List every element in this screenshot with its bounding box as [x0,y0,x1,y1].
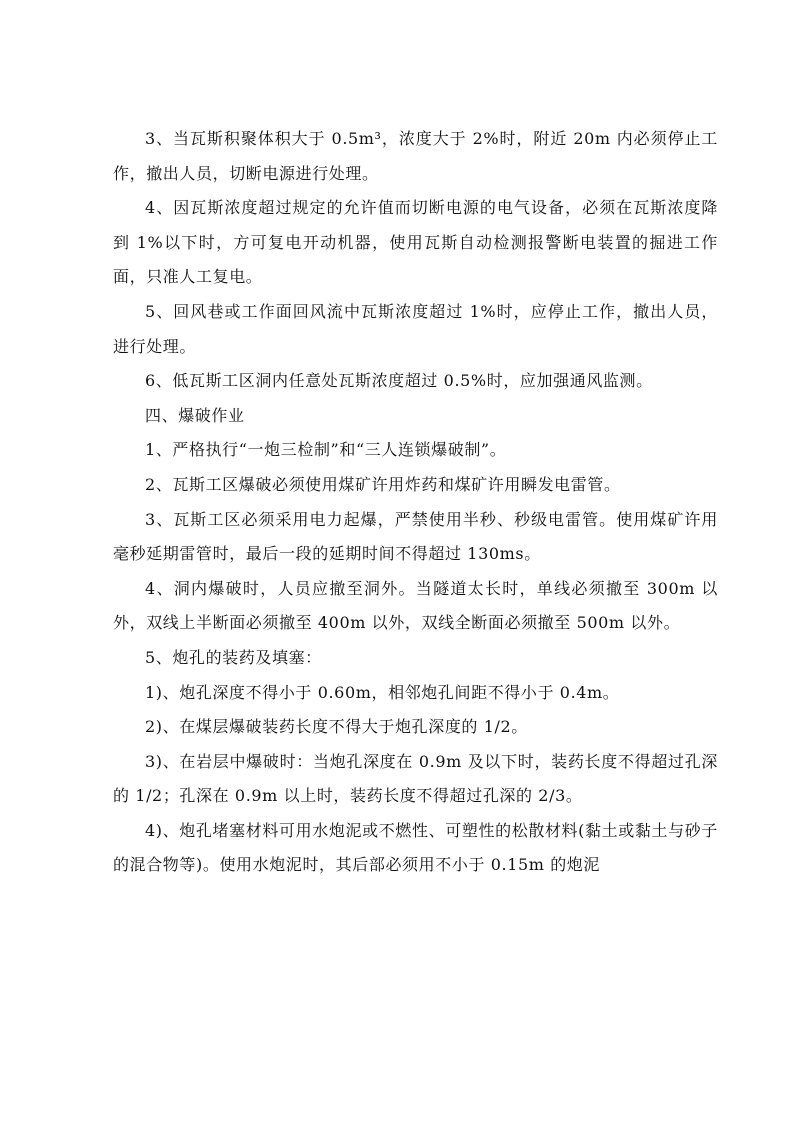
paragraph-coal-seam-charge-length: 2)、在煤层爆破装药长度不得大于炮孔深度的 1/2。 [145,717,528,737]
section-heading-blasting: 四、爆破作业 [145,405,245,425]
paragraph-evacuation-distance: 4、洞内爆破时，人员应撤至洞外。当隧道太长时，单线必须撤至 300m 以外，双线上半断面必须撤至 400m 以外，双线全断面必须撤至 500m 以外。 [113,578,718,633]
paragraph-permitted-explosives: 2、瓦斯工区爆破必须使用煤矿许用炸药和煤矿许用瞬发电雷管。 [145,474,621,494]
paragraph-charging-and-stemming: 5、炮孔的装药及填塞： [145,647,322,667]
paragraph-power-restore-rule: 4、因瓦斯浓度超过规定的允许值而切断电源的电气设备，必须在瓦斯浓度降到 1%以下时，方可复电开动机器，使用瓦斯自动检测报警断电装置的掘进工作面，只准人工复电。 [113,198,718,287]
paragraph-hole-depth: 1)、炮孔深度不得小于 0.60m，相邻炮孔间距不得小于 0.4m。 [145,682,620,702]
paragraph-electric-detonation: 3、瓦斯工区必须采用电力起爆，严禁使用半秒、秒级电雷管。使用煤矿许用毫秒延期雷管时，最后一段的延期时间不得超过 130ms。 [113,509,718,564]
paragraph-stemming-material: 4)、炮孔堵塞材料可用水炮泥或不燃性、可塑性的松散材料(黏土或黏土与砂子的混合物等)。使用水炮泥时，其后部必须用不小于 0.15m 的炮泥 [113,820,718,875]
paragraph-low-gas-monitoring: 6、低瓦斯工区洞内任意处瓦斯浓度超过 0.5%时，应加强通风监测。 [145,371,653,391]
paragraph-rock-layer-charge-length: 3)、在岩层中爆破时：当炮孔深度在 0.9m 及以下时，装药长度不得超过孔深的 1/2；孔深在 0.9m 以上时，装药长度不得超过孔深的 2/3。 [113,751,718,806]
paragraph-blasting-check-system: 1、严格执行“一炮三检制”和“三人连锁爆破制”。 [145,440,507,460]
paragraph-gas-accumulation-stop-work: 3、当瓦斯积聚体积大于 0.5m³，浓度大于 2%时，附近 20m 内必须停止工作，撤出人员，切断电源进行处理。 [113,129,718,183]
document-body [113,122,718,883]
paragraph-return-air-gas-limit: 5、回风巷或工作面回风流中瓦斯浓度超过 1%时，应停止工作，撤出人员，进行处理。 [113,301,718,356]
